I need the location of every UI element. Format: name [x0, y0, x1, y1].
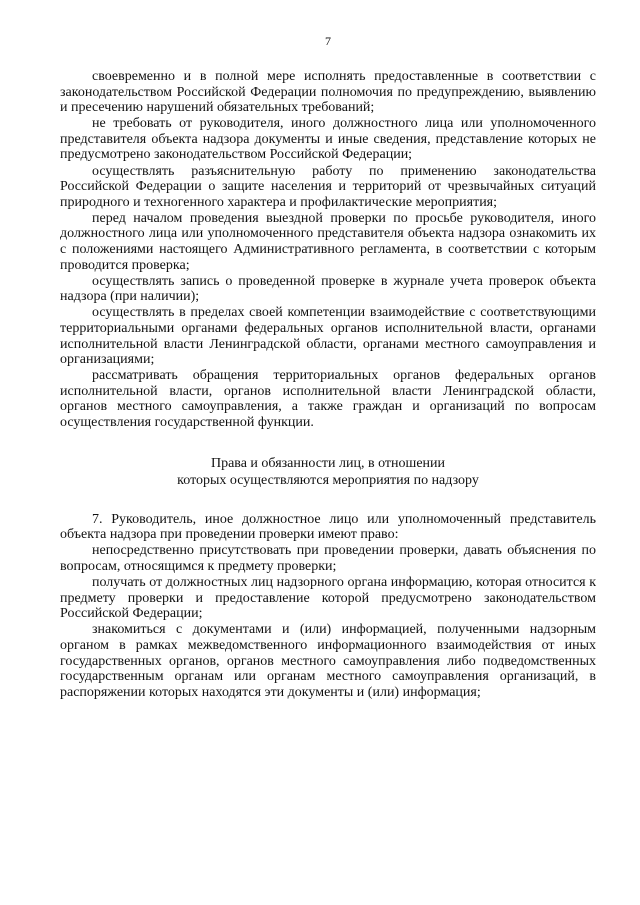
paragraph: не требовать от руководителя, иного должностного лица или уполномоченного представителя объекта надзора документы и иные сведения, представление которых не предусмотрено законодательством Российской Федерации;	[60, 116, 596, 163]
paragraph: осуществлять в пределах своей компетенции взаимодействие с соответствующими территориальными органами федеральных органов исполнительной власти, органами исполнительной власти Ленинградской области, органами местного самоуправления и организациями;	[60, 305, 596, 368]
paragraph: перед началом проведения выездной проверки по просьбе руководителя, иного должностного лица или уполномоченного представителя объекта надзора ознакомить их с положениями настоящего Административного регламента, в соответствии с которым проводится проверка;	[60, 210, 596, 273]
paragraph: осуществлять разъяснительную работу по применению законодательства Российской Федерации о защите населения и территорий от чрезвычайных ситуаций природного и техногенного характера и профилактические мероприятия;	[60, 163, 596, 210]
page-number: 7	[325, 34, 331, 48]
paragraph: получать от должностных лиц надзорного органа информацию, которая относится к предмету проверки и предоставление которой предусмотрено законодательством Российской Федерации;	[60, 575, 596, 622]
paragraph: осуществлять запись о проведенной проверке в журнале учета проверок объекта надзора (при наличии);	[60, 273, 596, 305]
rights-list	[60, 512, 596, 701]
paragraph: непосредственно присутствовать при проведении проверки, давать объяснения по вопросам, относящимся к предмету проверки;	[60, 543, 596, 574]
paragraph: рассматривать обращения территориальных органов федеральных органов исполнительной власти, органов исполнительной власти Ленинградской области, органов местного самоуправления, а также граждан и организаций по вопросам осуществления государственной функции.	[60, 368, 596, 431]
section-heading-line: которых осуществляются мероприятия по надзору	[177, 472, 479, 488]
duties-list	[60, 69, 596, 431]
paragraph: 7. Руководитель, иное должностное лицо или уполномоченный представитель объекта надзора при проведении проверки имеют право:	[60, 511, 596, 543]
section-heading-line: Права и обязанности лиц, в отношении	[210, 455, 446, 471]
section-heading	[60, 455, 596, 489]
paragraph: знакомиться с документами и (или) информацией, полученными надзорным органом в рамках межведомственного информационного взаимодействия от иных государственных органов, органов местного самоуправления либо подведомственных государственным органам или органам местного самоуправления организаций, в распоряжении которых находятся эти документы и (или) информация;	[60, 622, 596, 700]
paragraph: своевременно и в полной мере исполнять предоставленные в соответствии с законодательством Российской Федерации полномочия по предупреждению, выявлению и пресечению нарушений обязательных требований;	[60, 69, 596, 116]
